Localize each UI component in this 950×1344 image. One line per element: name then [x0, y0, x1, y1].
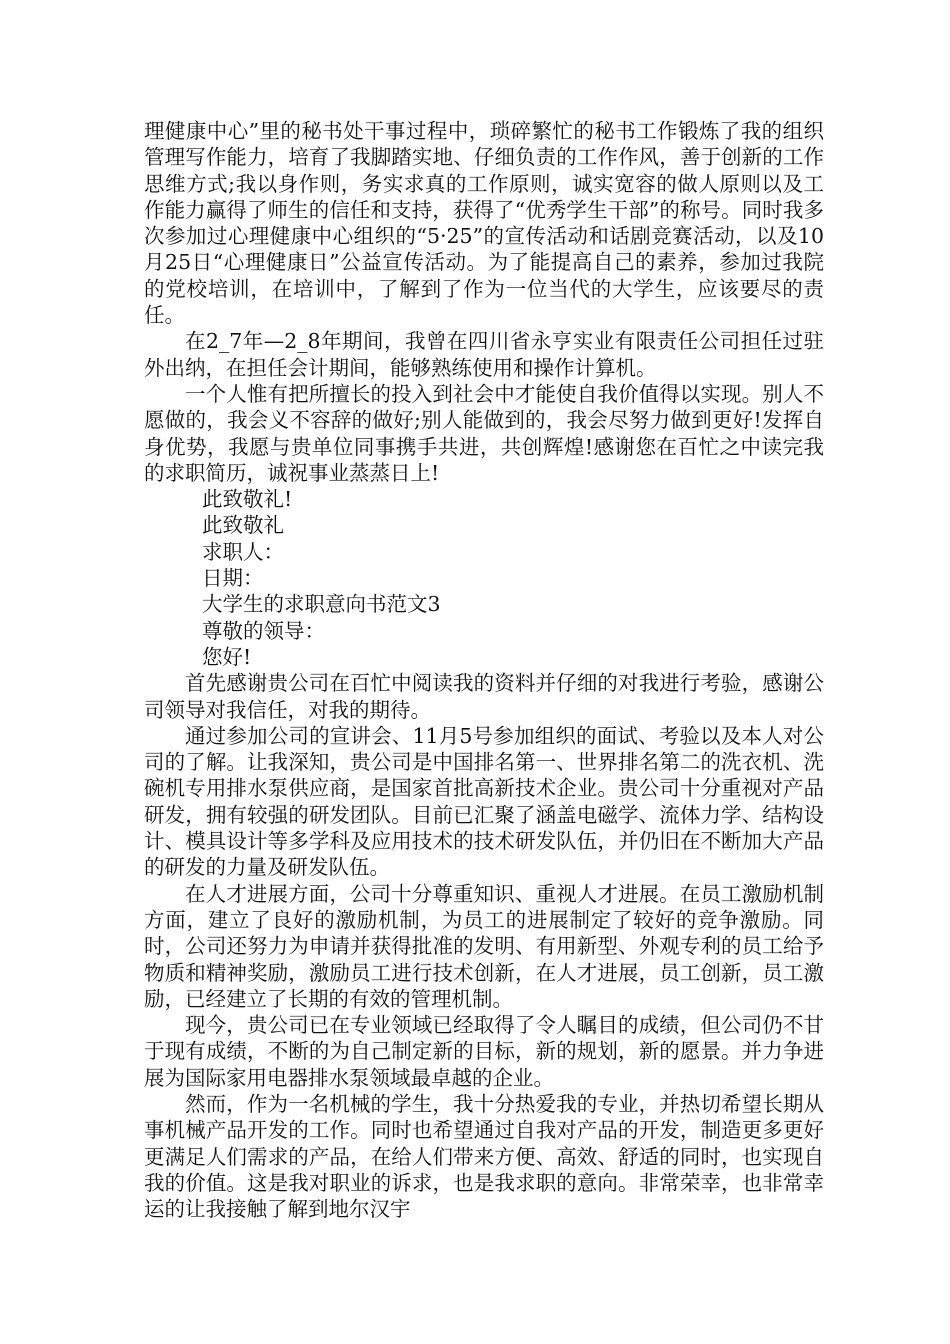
applicant-label: 求职人： — [202, 539, 284, 564]
paragraph-career-intent: 然而，作为一名机械的学生，我十分热爱我的专业，并热切希望长期从事机械产品开发的工作。同时也希望通过自我对产品的开发，制造更多更好更满足人们需求的产品，在给人们带来方便、高效、舒适的同时，也实现自我的价值。这是我对职业的诉求，也是我求职的意向。非常荣幸，也非常幸运的让我接触了解到地尔汉宇 — [144, 1091, 824, 1222]
document-body — [144, 118, 824, 1222]
closing-salutation-repeat: 此致敬礼 — [202, 513, 284, 538]
paragraph-company-achievements: 现今，贵公司已在专业领域已经取得了令人瞩目的成绩，但公司仍不甘于现有成绩，不断的为自己制定新的目标，新的规划，新的愿景。并力争进展为国际家用电器排水泵领域最卓越的企业。 — [144, 1013, 824, 1090]
paragraph-company-intro: 通过参加公司的宣讲会、11月5号参加组织的面试、考验以及本人对公司的了解。让我深知，贵公司是中国排名第一、世界排名第二的洗衣机、洗碗机专用排水泵供应商，是国家首批高新技术企业。贵公司十分重视对产品研发，拥有较强的研发团队。目前已汇聚了涵盖电磁学、流体力学、结构设计、模具设计等多学科及应用技术的技术研发队伍，并仍旧在不断加大产品的研发的力量及研发队伍。 — [144, 723, 824, 880]
paragraph-school-experience: 理健康中心”里的秘书处干事过程中，琐碎繁忙的秘书工作锻炼了我的组织管理写作能力，培育了我脚踏实地、仔细负责的工作作风，善于创新的工作思维方式;我以身作则，务实求真的工作原则，诚实宽容的做人原则以及工作能力赢得了师生的信任和支持，获得了“优秀学生干部”的称号。同时我多次参加过心理健康中心组织的“5·25”的宣传活动和话剧竞赛活动，以及10月25日“心理健康日”公益宣传活动。为了能提高自己的素养，参加过我院的党校培训，在培训中，了解到了作为一位当代的大学生，应该要尽的责任。 — [144, 119, 824, 328]
greeting-hello: 您好! — [202, 644, 252, 669]
section-title: 大学生的求职意向书范文3 — [202, 592, 441, 617]
greeting-addressee: 尊敬的领导： — [202, 618, 325, 643]
paragraph-thanks: 首先感谢贵公司在百忙中阅读我的资料并仔细的对我进行考验，感谢公司领导对我信任，对我的期待。 — [144, 671, 824, 722]
paragraph-talent-development: 在人才进展方面，公司十分尊重知识、重视人才进展。在员工激励机制方面，建立了良好的激励机制，为员工的进展制定了较好的竞争激励。同时，公司还努力为申请并获得批准的发明、有用新型、外观专利的员工给予物质和精神奖励，激励员工进行技术创新，在人才进展，员工创新，员工激励，已经建立了长期的有效的管理机制。 — [144, 881, 824, 1011]
paragraph-self-value: 一个人惟有把所擅长的投入到社会中才能使自我价值得以实现。别人不愿做的，我会义不容辞的做好;别人能做到的，我会尽努力做到更好!发挥自身优势，我愿与贵单位同事携手共进，共创辉煌!感谢您在百忙之中读完我的求职简历，诚祝事业蒸蒸日上! — [144, 381, 824, 485]
date-label: 日期： — [202, 566, 264, 591]
closing-salutation: 此致敬礼! — [202, 487, 293, 512]
paragraph-work-experience: 在2_7年—2_8年期间，我曾在四川省永亨实业有限责任公司担任过驻外出纳，在担任会计期间，能够熟练使用和操作计算机。 — [144, 329, 824, 380]
